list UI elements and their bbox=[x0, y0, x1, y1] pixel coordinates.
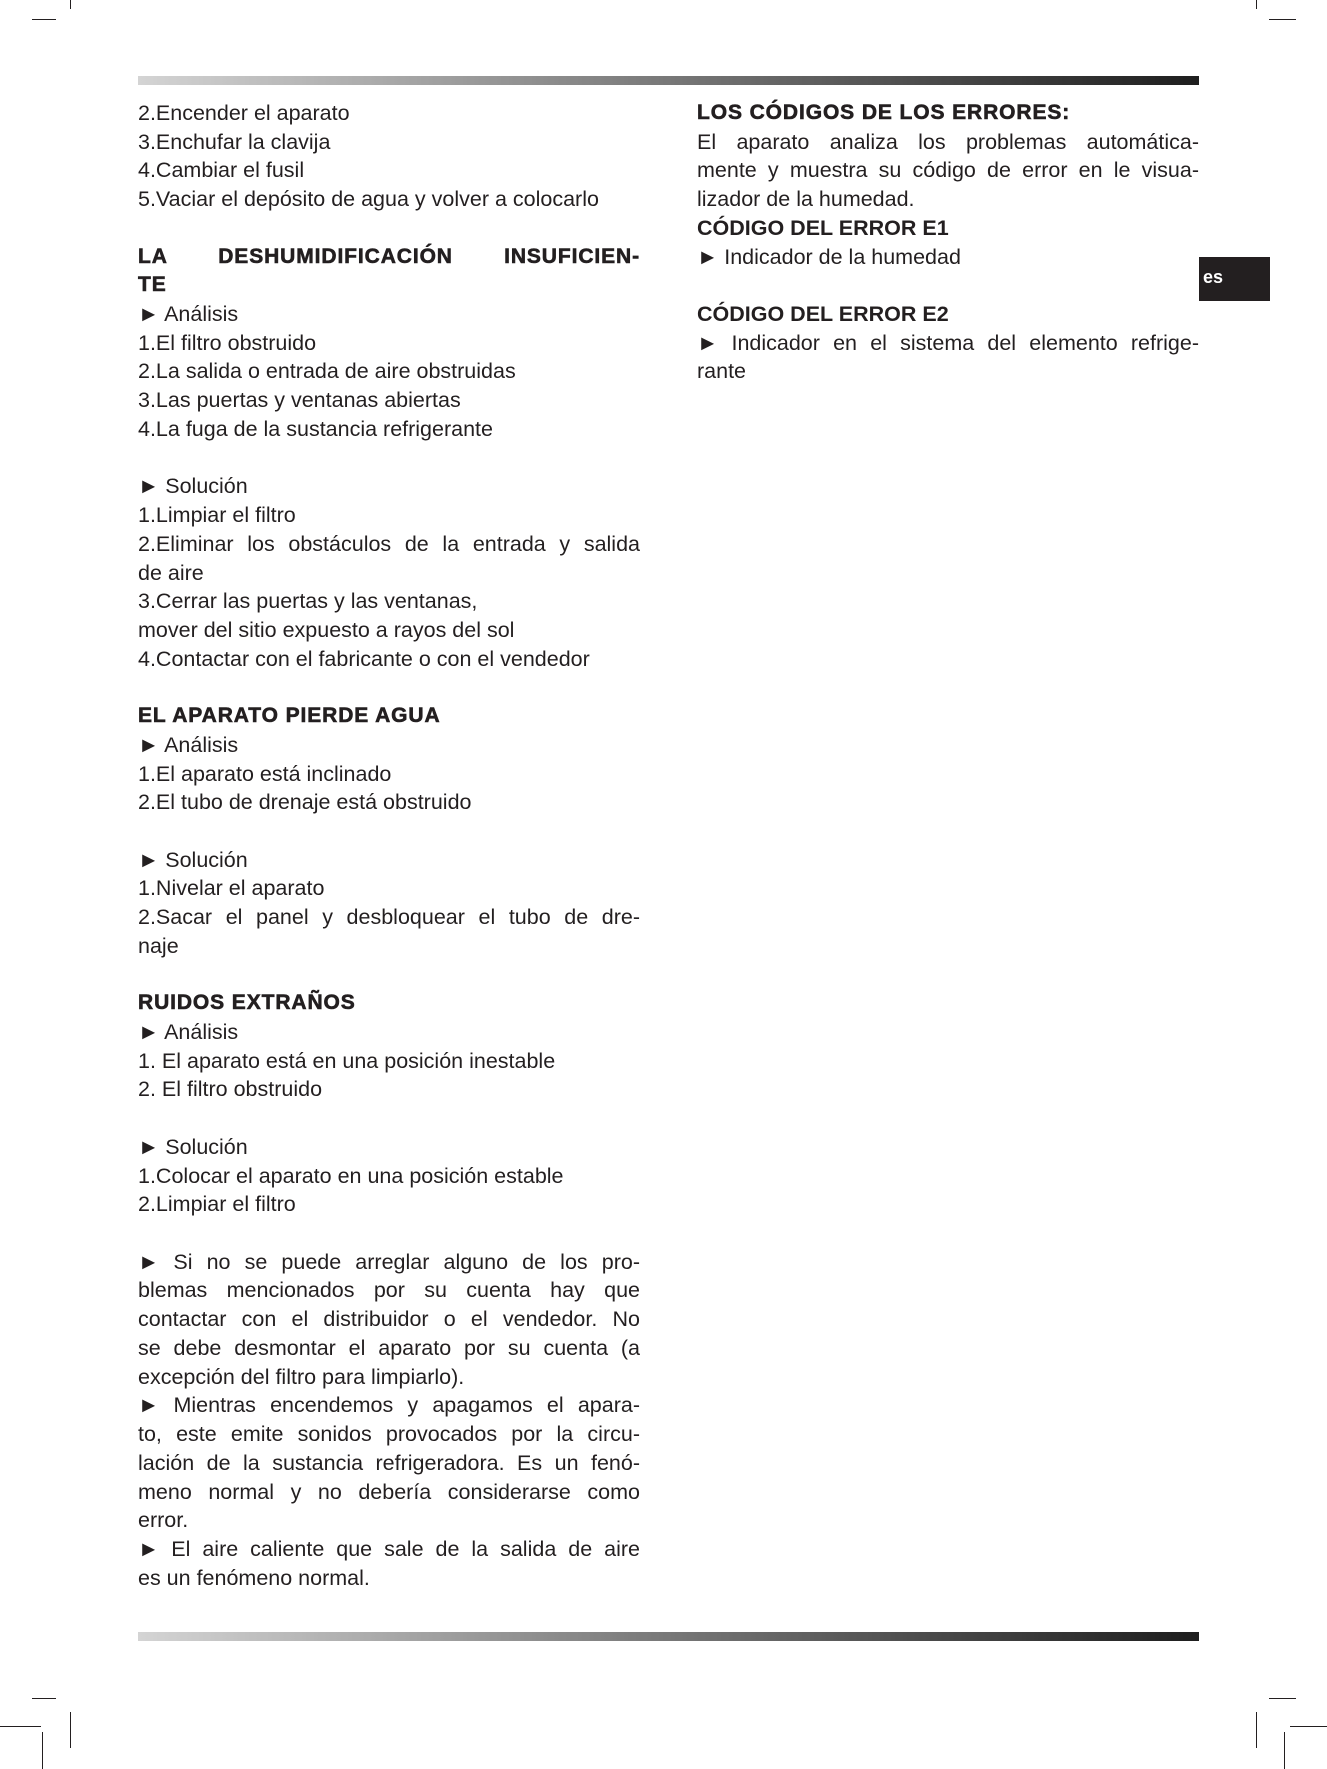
solution-label: ► Solución bbox=[138, 1134, 248, 1159]
crop-mark bbox=[32, 1698, 56, 1699]
spacer bbox=[138, 444, 640, 473]
list-item: rante bbox=[697, 359, 747, 384]
paragraph-line: El aparato analiza los problemas automática- bbox=[697, 129, 1199, 154]
list-item: 3.Enchufar la clavija bbox=[138, 129, 331, 154]
analysis-label: ► Análisis bbox=[138, 1020, 239, 1044]
list-item: 3.Cerrar las puertas y las ventanas, bbox=[138, 589, 478, 614]
list-item: ► Indicador en el sistema del elemento refrige- bbox=[697, 330, 1199, 355]
header-gradient-bar bbox=[138, 76, 1199, 85]
analysis-label: ► Análisis bbox=[138, 302, 239, 327]
note-line: excepción del filtro para limpiarlo). bbox=[138, 1364, 465, 1389]
error-code-heading: CÓDIGO DEL ERROR E2 bbox=[697, 302, 949, 327]
list-item: ► Indicador de la humedad bbox=[697, 244, 961, 269]
spacer bbox=[138, 1104, 640, 1133]
crop-mark bbox=[1256, 1712, 1257, 1748]
note-line: blemas mencionados por su cuenta hay que bbox=[138, 1278, 640, 1303]
analysis-label: ► Análisis bbox=[138, 732, 239, 757]
crop-mark bbox=[0, 1726, 41, 1727]
paragraph-line: lizador de la humedad. bbox=[697, 187, 915, 212]
spacer bbox=[138, 961, 640, 990]
list-item: 1.El filtro obstruido bbox=[138, 330, 317, 355]
list-item: 4.La fuga de la sustancia refrigerante bbox=[138, 416, 493, 441]
note-line: error. bbox=[138, 1508, 189, 1533]
footer-gradient-bar bbox=[138, 1632, 1199, 1641]
spacer bbox=[138, 817, 640, 846]
error-code-heading: CÓDIGO DEL ERROR E1 bbox=[697, 215, 949, 240]
solution-label: ► Solución bbox=[138, 847, 248, 872]
list-item: 1. El aparato está en una posición inestable bbox=[138, 1048, 556, 1073]
note-line: to, este emite sonidos provocados por la circu- bbox=[138, 1422, 640, 1447]
list-item: 3.Las puertas y ventanas abiertas bbox=[138, 388, 461, 413]
crop-mark bbox=[1284, 1732, 1285, 1769]
list-item: 5.Vaciar el depósito de agua y volver a colocarlo bbox=[138, 187, 599, 212]
list-item: 2.El tubo de drenaje está obstruido bbox=[138, 790, 472, 815]
section-heading: LA DESHUMIDIFICACIÓN INSUFICIEN- bbox=[138, 244, 640, 268]
note-line: ► El aire caliente que sale de la salida de aire bbox=[138, 1536, 640, 1561]
list-item: 4.Cambiar el fusil bbox=[138, 158, 305, 183]
spacer bbox=[138, 1219, 640, 1248]
list-item: 4.Contactar con el fabricante o con el vendedor bbox=[138, 646, 590, 671]
list-item: 2.Sacar el panel y desbloquear el tubo de dre- bbox=[138, 905, 640, 930]
crop-mark bbox=[1256, 0, 1257, 9]
section-heading: EL APARATO PIERDE AGUA bbox=[138, 704, 441, 728]
list-item: 2.Eliminar los obstáculos de la entrada y salida bbox=[138, 531, 640, 556]
language-tab: es bbox=[1199, 257, 1270, 301]
note-line: contactar con el distribuidor o el vendedor. No bbox=[138, 1307, 640, 1332]
crop-mark bbox=[1269, 19, 1296, 20]
crop-mark bbox=[1269, 1698, 1296, 1699]
solution-label: ► Solución bbox=[138, 474, 248, 499]
spacer bbox=[138, 214, 640, 243]
list-item: 1.Colocar el aparato en una posición estable bbox=[138, 1163, 564, 1188]
spacer bbox=[138, 673, 640, 702]
section-heading: RUIDOS EXTRAÑOS bbox=[138, 991, 356, 1015]
left-column bbox=[138, 99, 640, 1592]
list-item: 2.Limpiar el filtro bbox=[138, 1192, 296, 1217]
section-heading: TE bbox=[138, 273, 167, 297]
list-item: 1.El aparato está inclinado bbox=[138, 761, 392, 786]
crop-mark bbox=[32, 19, 56, 20]
list-item: 1.Limpiar el filtro bbox=[138, 503, 296, 528]
list-item: 2. El filtro obstruido bbox=[138, 1077, 323, 1102]
paragraph-line: mente y muestra su código de error en le visua- bbox=[697, 158, 1199, 183]
list-item: naje bbox=[138, 933, 179, 958]
note-line: meno normal y no debería considerarse como bbox=[138, 1479, 640, 1504]
note-line: ► Si no se puede arreglar alguno de los pro- bbox=[138, 1249, 640, 1274]
list-item: 2.Encender el aparato bbox=[138, 101, 350, 125]
crop-mark bbox=[70, 0, 71, 9]
note-line: es un fenómeno normal. bbox=[138, 1565, 370, 1590]
list-item: de aire bbox=[138, 560, 204, 585]
note-line: ► Mientras encendemos y apagamos el apara- bbox=[138, 1393, 640, 1418]
crop-mark bbox=[42, 1732, 43, 1769]
right-column bbox=[697, 99, 1199, 386]
list-item: mover del sitio expuesto a rayos del sol bbox=[138, 617, 515, 642]
note-line: se debe desmontar el aparato por su cuenta (a bbox=[138, 1335, 640, 1360]
crop-mark bbox=[1290, 1726, 1327, 1727]
note-line: lación de la sustancia refrigeradora. Es un fenó- bbox=[138, 1450, 640, 1475]
spacer bbox=[697, 271, 1199, 300]
section-heading: LOS CÓDIGOS DE LOS ERRORES: bbox=[697, 101, 1071, 124]
list-item: 2.La salida o entrada de aire obstruidas bbox=[138, 359, 516, 384]
crop-mark bbox=[70, 1712, 71, 1748]
list-item: 1.Nivelar el aparato bbox=[138, 876, 325, 901]
